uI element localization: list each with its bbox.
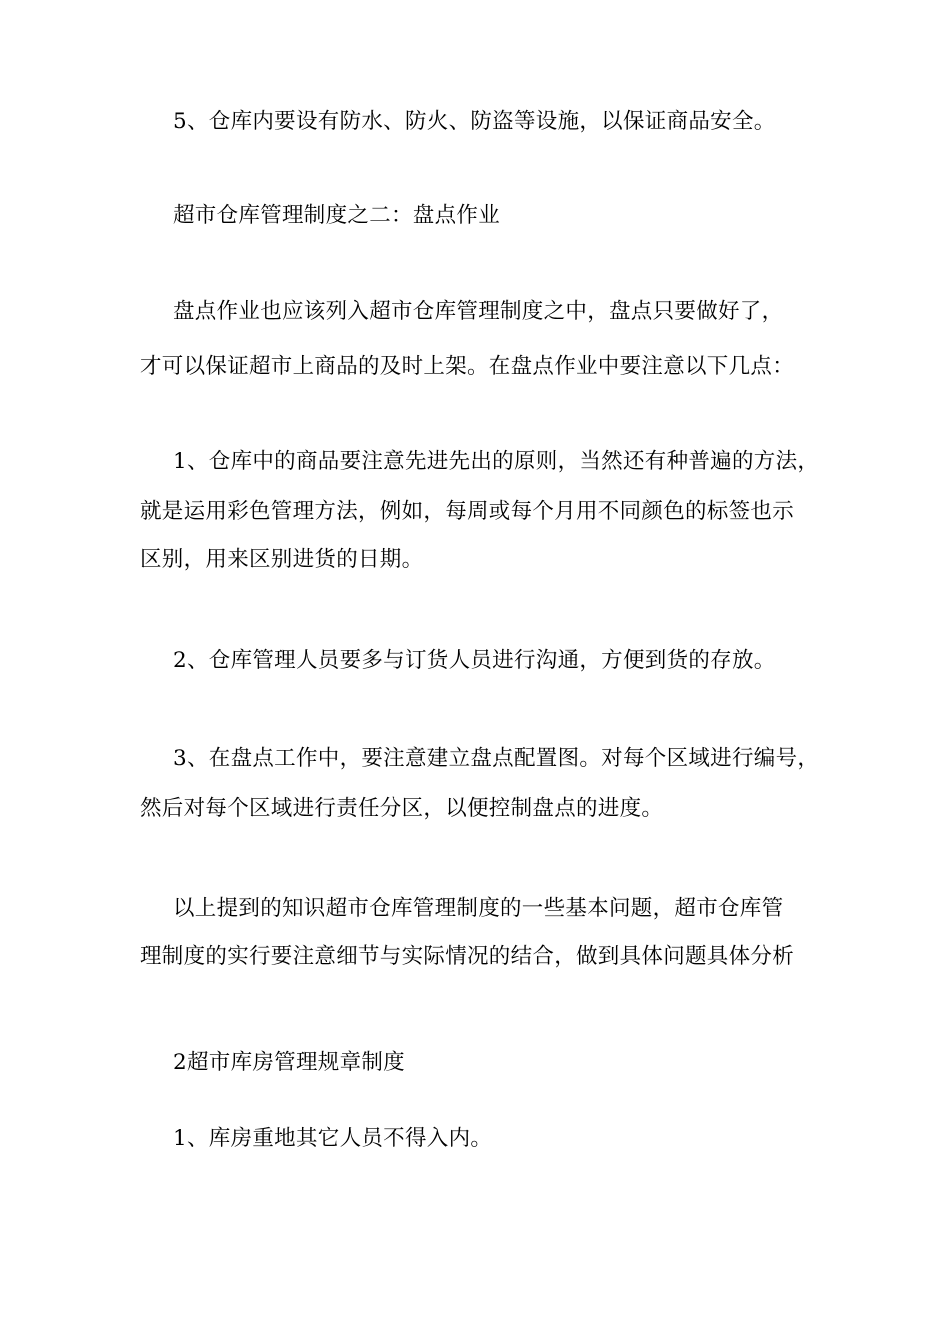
paragraph-item-2: 2、仓库管理人员要多与订货人员进行沟通，方便到货的存放。 [173,648,776,673]
paragraph-intro-line-1: 盘点作业也应该列入超市仓库管理制度之中，盘点只要做好了， [173,299,784,324]
paragraph-item-3-line-2: 然后对每个区域进行责任分区，以便控制盘点的进度。 [140,796,664,821]
paragraph-item-1-line-3: 区别，用来区别进货的日期。 [140,547,424,572]
paragraph-item-1-line-1: 1、仓库中的商品要注意先进先出的原则，当然还有种普遍的方法， [173,449,820,474]
section-heading-inventory: 超市仓库管理制度之二：盘点作业 [173,203,501,228]
section-heading-storeroom-rules: 2超市库房管理规章制度 [173,1050,405,1075]
paragraph-summary-line-1: 以上提到的知识超市仓库管理制度的一些基本问题，超市仓库管 [173,896,784,921]
paragraph-item-3-line-1: 3、在盘点工作中，要注意建立盘点配置图。对每个区域进行编号， [173,746,820,771]
paragraph-summary-line-2: 理制度的实行要注意细节与实际情况的结合，做到具体问题具体分析 [140,944,795,969]
paragraph-item-1-line-2: 就是运用彩色管理方法，例如，每周或每个月用不同颜色的标签也示 [140,499,795,524]
paragraph-intro-line-2: 才可以保证超市上商品的及时上架。在盘点作业中要注意以下几点： [140,354,795,379]
paragraph-rule-1: 1、库房重地其它人员不得入内。 [173,1126,493,1151]
paragraph-item-5-fire-safety: 5、仓库内要设有防水、防火、防盗等设施，以保证商品安全。 [173,109,776,134]
